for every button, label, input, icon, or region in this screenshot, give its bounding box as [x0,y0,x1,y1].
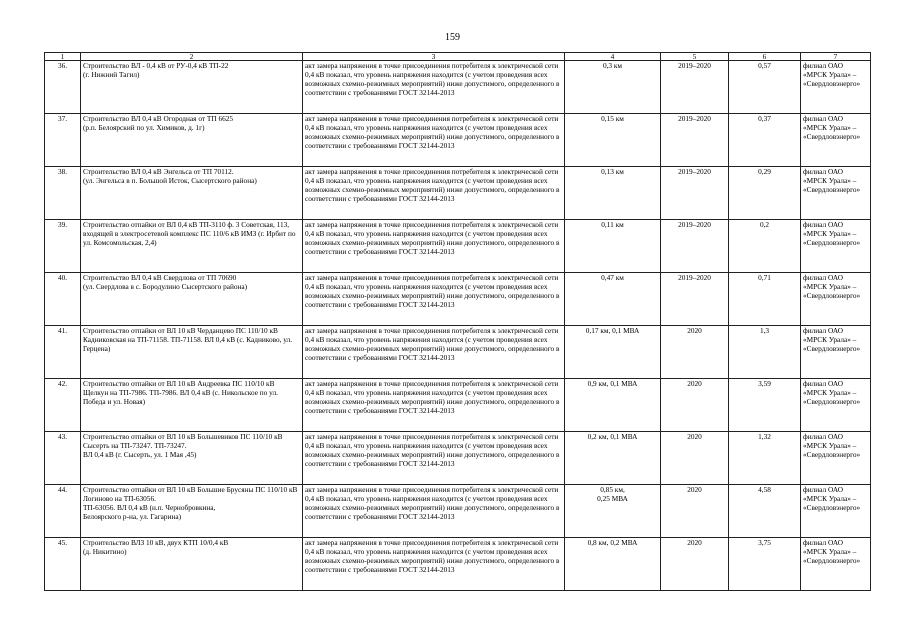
cost-cell: 4,58 [729,485,801,538]
justification-cell: акт замера напряжения в точке присоединения потребителя к электрической сети 0,4 кВ показал, что уровень напряжения находится (с учетом проведения всех возможных схемно-режимных мероприятий) ниже допустимого, определенного в соответствии с требованиями ГОСТ 32144-2013 [303,220,565,273]
executor-cell: филиал ОАО «МРСК Урала» – «Свердловэнерго» [801,379,871,432]
row-number-cell: 43. [45,432,81,485]
capacity-cell: 0,11 км [565,220,661,273]
page-number: 159 [445,32,460,43]
column-number: 2 [81,53,303,61]
justification-cell: акт замера напряжения в точке присоединения потребителя к электрической сети 0,4 кВ показал, что уровень напряжения находится (с учетом проведения всех возможных схемно-режимных мероприятий) ниже допустимого, определенного в соответствии с требованиями ГОСТ 32144-2013 [303,273,565,326]
period-cell: 2020 [661,538,729,591]
column-number-row [45,53,871,61]
table-row [45,432,871,485]
column-number: 3 [303,53,565,61]
capacity-cell: 0,9 км, 0,1 МВА [565,379,661,432]
row-number-cell: 37. [45,114,81,167]
column-number: 7 [801,53,871,61]
executor-cell: филиал ОАО «МРСК Урала» – «Свердловэнерго» [801,114,871,167]
justification-cell: акт замера напряжения в точке присоединения потребителя к электрической сети 0,4 кВ показал, что уровень напряжения находится (с учетом проведения всех возможных схемно-режимных мероприятий) ниже допустимого, определенного в соответствии с требованиями ГОСТ 32144-2013 [303,114,565,167]
capacity-cell: 0,3 км [565,61,661,114]
capacity-cell: 0,15 км [565,114,661,167]
project-name-cell: Строительство отпайки от ВЛ 10 кВ Черданцево ПС 110/10 кВ Кадниковская на ТП-71158. ТП-71158. ВЛ 0,4 кВ (с. Кадниково, ул. Герцена) [81,326,303,379]
period-cell: 2019–2020 [661,61,729,114]
table-row [45,220,871,273]
justification-cell: акт замера напряжения в точке присоединения потребителя к электрической сети 0,4 кВ показал, что уровень напряжения находится (с учетом проведения всех возможных схемно-режимных мероприятий) ниже допустимого, определенного в соответствии с требованиями ГОСТ 32144-2013 [303,167,565,220]
justification-cell: акт замера напряжения в точке присоединения потребителя к электрической сети 0,4 кВ показал, что уровень напряжения находится (с учетом проведения всех возможных схемно-режимных мероприятий) ниже допустимого, определенного в соответствии с требованиями ГОСТ 32144-2013 [303,326,565,379]
capacity-cell: 0,8 км, 0,2 МВА [565,538,661,591]
column-number: 1 [45,53,81,61]
capacity-cell: 0,17 км, 0,1 МВА [565,326,661,379]
justification-cell: акт замера напряжения в точке присоединения потребителя к электрической сети 0,4 кВ показал, что уровень напряжения находится (с учетом проведения всех возможных схемно-режимных мероприятий) ниже допустимого, определенного в соответствии с требованиями ГОСТ 32144-2013 [303,432,565,485]
row-number-cell: 45. [45,538,81,591]
row-number-cell: 44. [45,485,81,538]
period-cell: 2020 [661,326,729,379]
executor-cell: филиал ОАО «МРСК Урала» – «Свердловэнерго» [801,273,871,326]
column-number: 5 [661,53,729,61]
project-name-cell: Строительство ВЛ 0,4 кВ Огородная от ТП 6625 (р.п. Белоярский по ул. Химиков, д. 1г) [81,114,303,167]
project-name-cell: Строительство ВЛ - 0,4 кВ от РУ-0,4 кВ ТП-22 (г. Нижний Тагил) [81,61,303,114]
table-row [45,326,871,379]
cost-cell: 1,3 [729,326,801,379]
period-cell: 2020 [661,379,729,432]
capacity-cell: 0,85 км, 0,25 МВА [565,485,661,538]
cost-cell: 3,59 [729,379,801,432]
cost-cell: 0,57 [729,61,801,114]
table-row [45,61,871,114]
period-cell: 2020 [661,485,729,538]
row-number-cell: 41. [45,326,81,379]
cost-cell: 0,2 [729,220,801,273]
period-cell: 2019–2020 [661,114,729,167]
period-cell: 2020 [661,432,729,485]
cost-cell: 1,32 [729,432,801,485]
period-cell: 2019–2020 [661,220,729,273]
project-name-cell: Строительство отпайки от ВЛ 10 кВ Большие Брусяны ПС 110/10 кВ Логиново на ТП-63056. ТП-63056. ВЛ 0,4 кВ (н.п. Чернобровкина, Белоярского р-на, ул. Гагарина) [81,485,303,538]
project-name-cell: Строительство ВЛ 0,4 кВ Энгельса от ТП 70112. (ул. Энгельса в п. Большой Исток, Сысертского района) [81,167,303,220]
justification-cell: акт замера напряжения в точке присоединения потребителя к электрической сети 0,4 кВ показал, что уровень напряжения находится (с учетом проведения всех возможных схемно-режимных мероприятий) ниже допустимого, определенного в соответствии с требованиями ГОСТ 32144-2013 [303,538,565,591]
executor-cell: филиал ОАО «МРСК Урала» – «Свердловэнерго» [801,61,871,114]
period-cell: 2019–2020 [661,167,729,220]
column-number: 6 [729,53,801,61]
project-name-cell: Строительство отпайки от ВЛ 0,4 кВ ТП-3110 ф. 3 Советская, 113, входящей в электросетевой комплекс ПС 110/6 кВ ИМЗ (г. Ирбит по ул. Комсомольская, 2,4) [81,220,303,273]
capacity-cell: 0,13 км [565,167,661,220]
table-row [45,167,871,220]
row-number-cell: 38. [45,167,81,220]
justification-cell: акт замера напряжения в точке присоединения потребителя к электрической сети 0,4 кВ показал, что уровень напряжения находится (с учетом проведения всех возможных схемно-режимных мероприятий) ниже допустимого, определенного в соответствии с требованиями ГОСТ 32144-2013 [303,379,565,432]
capacity-cell: 0,2 км, 0,1 МВА [565,432,661,485]
cost-cell: 0,29 [729,167,801,220]
project-name-cell: Строительство ВЛЗ 10 кВ, двух КТП 10/0,4 кВ (д. Никитино) [81,538,303,591]
cost-cell: 3,75 [729,538,801,591]
table-row [45,538,871,591]
cost-cell: 0,71 [729,273,801,326]
investment-table [44,52,871,591]
justification-cell: акт замера напряжения в точке присоединения потребителя к электрической сети 0,4 кВ показал, что уровень напряжения находится (с учетом проведения всех возможных схемно-режимных мероприятий) ниже допустимого, определенного в соответствии с требованиями ГОСТ 32144-2013 [303,61,565,114]
table-row [45,485,871,538]
row-number-cell: 42. [45,379,81,432]
project-name-cell: Строительство отпайки от ВЛ 10 кВ Андреевка ПС 110/10 кВ Щелкун на ТП-7986. ТП-7986. ВЛ 0,4 кВ (с. Никольское по ул. Победа и ул. Новая) [81,379,303,432]
row-number-cell: 36. [45,61,81,114]
executor-cell: филиал ОАО «МРСК Урала» – «Свердловэнерго» [801,220,871,273]
executor-cell: филиал ОАО «МРСК Урала» – «Свердловэнерго» [801,485,871,538]
capacity-cell: 0,47 км [565,273,661,326]
table-row [45,379,871,432]
table-row [45,273,871,326]
table-row [45,114,871,167]
executor-cell: филиал ОАО «МРСК Урала» – «Свердловэнерго» [801,432,871,485]
executor-cell: филиал ОАО «МРСК Урала» – «Свердловэнерго» [801,167,871,220]
project-name-cell: Строительство отпайки от ВЛ 10 кВ Большевиков ПС 110/10 кВ Сысерть на ТП-73247. ТП-73247. ВЛ 0,4 кВ (г. Сысерть, ул. 1 Мая ,45) [81,432,303,485]
period-cell: 2019–2020 [661,273,729,326]
project-name-cell: Строительство ВЛ 0,4 кВ Свердлова от ТП 70690 (ул. Свердлова в с. Бородулино Сысертского района) [81,273,303,326]
executor-cell: филиал ОАО «МРСК Урала» – «Свердловэнерго» [801,326,871,379]
cost-cell: 0,37 [729,114,801,167]
row-number-cell: 40. [45,273,81,326]
column-number: 4 [565,53,661,61]
row-number-cell: 39. [45,220,81,273]
justification-cell: акт замера напряжения в точке присоединения потребителя к электрической сети 0,4 кВ показал, что уровень напряжения находится (с учетом проведения всех возможных схемно-режимных мероприятий) ниже допустимого, определенного в соответствии с требованиями ГОСТ 32144-2013 [303,485,565,538]
executor-cell: филиал ОАО «МРСК Урала» – «Свердловэнерго» [801,538,871,591]
